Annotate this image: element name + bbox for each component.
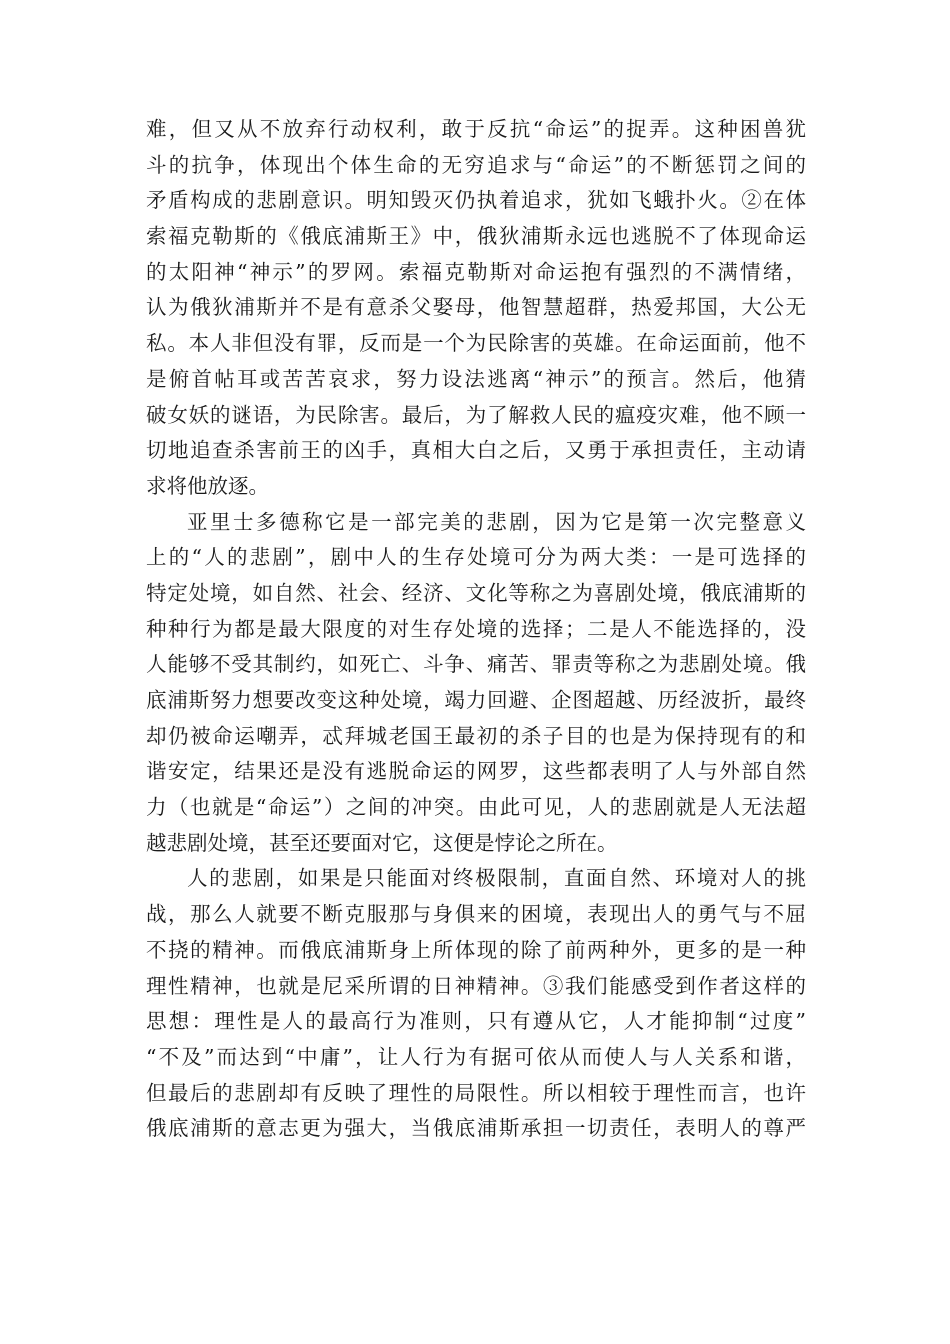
text-line: 索福克勒斯的《俄底浦斯王》中，俄狄浦斯永远也逃脱不了体现命运	[146, 224, 806, 249]
text-line: 人能够不受其制约，如死亡、斗争、痛苦、罪责等称之为悲剧处境。俄	[146, 652, 806, 677]
text-line: 是俯首帖耳或苦苦哀求，努力设法逃离“神示”的预言。然后，他猜	[146, 366, 806, 391]
text-line: 私。本人非但没有罪，反而是一个为民除害的英雄。在命运面前，他不	[146, 331, 806, 356]
text-line: 底浦斯努力想要改变这种处境，竭力回避、企图超越、历经波折，最终	[146, 688, 806, 712]
text-line: 求将他放逐。	[146, 473, 269, 498]
text-line: 俄底浦斯的意志更为强大，当俄底浦斯承担一切责任，表明人的尊严	[146, 1116, 806, 1141]
body-text	[146, 112, 806, 1147]
text-line: “不及”而达到“中庸”，让人行为有据可依从而使人与人关系和谐，	[146, 1044, 806, 1069]
text-line: 力（也就是“命运”）之间的冲突。由此可见，人的悲剧就是人无法超	[146, 795, 806, 820]
text-line: 种种行为都是最大限度的对生存处境的选择；二是人不能选择的，没	[146, 616, 806, 641]
paragraph	[146, 505, 806, 862]
text-line: 矛盾构成的悲剧意识。明知毁灭仍执着追求，犹如飞蛾扑火。②在体	[146, 188, 806, 213]
text-line: 上的“人的悲剧”，剧中人的生存处境可分为两大类：一是可选择的	[146, 545, 806, 570]
text-line: 切地追查杀害前王的凶手，真相大白之后，又勇于承担责任，主动请	[146, 438, 806, 463]
text-line: 人的悲剧，如果是只能面对终极限制，直面自然、环境对人的挑	[187, 866, 806, 891]
text-line: 难，但又从不放弃行动权利，敢于反抗“命运”的捉弄。这种困兽犹	[146, 117, 806, 141]
text-line: 亚里士多德称它是一部完美的悲剧，因为它是第一次完整意义	[187, 509, 806, 534]
text-line: 思想：理性是人的最高行为准则，只有遵从它，人才能抑制“过度”	[146, 1009, 806, 1034]
text-line: 却仍被命运嘲弄，忒拜城老国王最初的杀子目的也是为保持现有的和	[146, 723, 806, 748]
text-line: 特定处境，如自然、社会、经济、文化等称之为喜剧处境，俄底浦斯的	[146, 580, 806, 605]
text-line: 的太阳神“神示”的罗网。索福克勒斯对命运抱有强烈的不满情绪，	[146, 259, 806, 284]
paragraph	[146, 112, 806, 505]
text-line: 不挠的精神。而俄底浦斯身上所体现的除了前两种外，更多的是一种	[146, 937, 806, 962]
paragraph	[146, 861, 806, 1147]
text-line: 认为俄狄浦斯并不是有意杀父娶母，他智慧超群，热爱邦国，大公无	[146, 295, 806, 320]
text-line: 谐安定，结果还是没有逃脱命运的网罗，这些都表明了人与外部自然	[146, 759, 806, 784]
text-line: 但最后的悲剧却有反映了理性的局限性。所以相较于理性而言，也许	[146, 1080, 806, 1105]
text-line: 理性精神，也就是尼采所谓的日神精神。③我们能感受到作者这样的	[146, 973, 806, 998]
text-line: 战，那么人就要不断克服那与身俱来的困境，表现出人的勇气与不屈	[146, 902, 806, 927]
text-line: 斗的抗争，体现出个体生命的无穷追求与“命运”的不断惩罚之间的	[146, 152, 806, 177]
text-line: 越悲剧处境，甚至还要面对它，这便是悖论之所在。	[146, 830, 618, 855]
text-line: 破女妖的谜语，为民除害。最后，为了解救人民的瘟疫灾难，他不顾一	[146, 402, 806, 427]
